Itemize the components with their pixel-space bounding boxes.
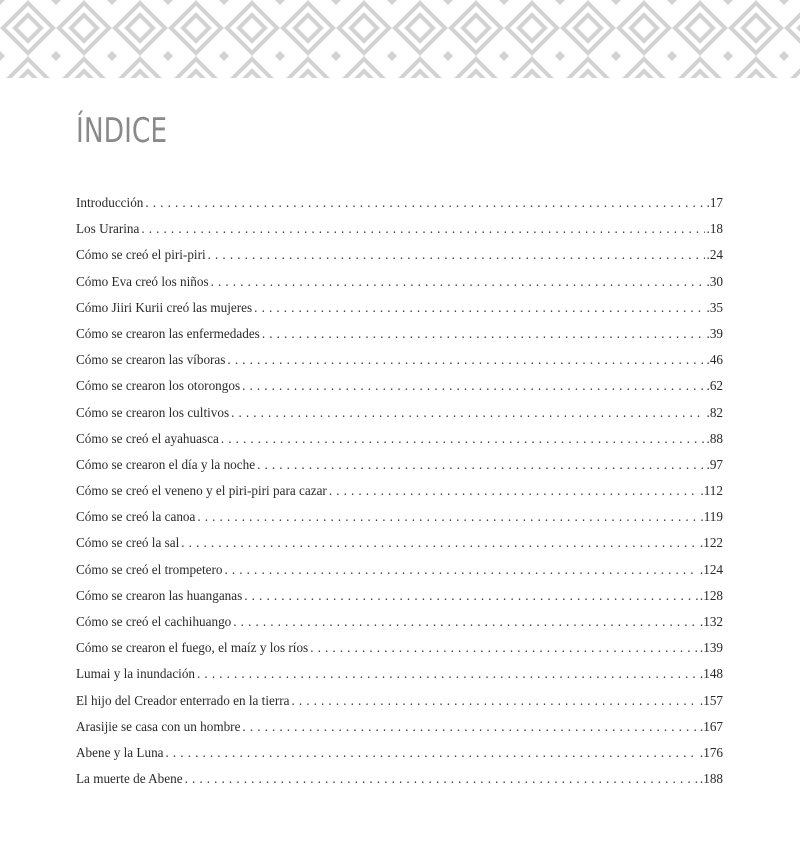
decorative-diamond-band [0,0,800,78]
toc-entry[interactable] [76,429,723,455]
toc-entry-page: .124 [699,561,723,577]
toc-entry-title: Cómo se creó el trompetero [76,561,223,577]
toc-entry[interactable] [76,219,723,245]
toc-dot-leader [257,455,704,475]
toc-dot-leader [166,743,698,763]
toc-entry-title: Cómo se crearon las víboras [76,352,226,368]
toc-entry[interactable] [76,769,723,795]
toc-entry[interactable] [76,272,723,298]
toc-entry[interactable] [76,324,723,350]
toc-dot-leader [197,664,698,684]
toc-entry-page: .139 [699,640,723,656]
toc-entry-title: Cómo se creó la canoa [76,509,196,525]
toc-entry-title: Los Urarina [76,221,140,237]
toc-entry[interactable] [76,376,723,402]
toc-entry[interactable] [76,560,723,586]
toc-dot-leader [244,586,698,606]
toc-entry-page: .24 [706,247,723,263]
toc-entry-title: Cómo se crearon el fuego, el maíz y los ríos [76,640,309,656]
toc-entry[interactable] [76,481,723,507]
toc-dot-leader [233,612,698,632]
toc-entry-title: Cómo Jiiri Kurii creó las mujeres [76,299,253,315]
toc-dot-leader [329,481,699,501]
toc-entry[interactable] [76,245,723,271]
toc-entry-title: Abene y la Luna [76,744,164,760]
toc-dot-leader [185,769,698,789]
toc-entry[interactable] [76,717,723,743]
toc-dot-leader [224,560,697,580]
toc-entry-page: .112 [700,483,723,499]
page-title: ÍNDICE [76,110,168,151]
toc-entry-page: .62 [706,378,723,394]
toc-entry-title: Cómo se creó el ayahuasca [76,430,219,446]
toc-entry-page: .18 [706,221,723,237]
toc-entry-title: Cómo se creó el cachihuango [76,614,232,629]
toc-entry-title: Lumai y la inundación [76,666,196,682]
toc-entry-title: Introducción [76,195,144,210]
toc-entry-title: Cómo se crearon los otorongos [76,378,241,394]
toc-entry-page: .188 [699,771,723,787]
toc-entry-title: El hijo del Creador enterrado en la tierra [76,692,290,708]
toc-dot-leader [141,219,704,239]
toc-entry[interactable] [76,507,723,533]
toc-entry-page: .17 [706,195,723,210]
toc-entry-page: .157 [699,692,723,708]
toc-entry-page: .132 [699,614,723,629]
toc-entry-title: Cómo se creó el veneno y el piri-piri para cazar [76,483,327,499]
toc-entry-page: .97 [706,456,723,472]
toc-dot-leader [208,245,705,265]
toc-entry[interactable] [76,350,723,376]
toc-dot-leader [211,272,705,292]
toc-entry[interactable] [76,743,723,769]
toc-entry-title: Cómo se crearon los cultivos [76,404,230,420]
toc-dot-leader [242,717,698,737]
toc-dot-leader [231,403,704,423]
toc-entry-title: Cómo se crearon el día y la noche [76,456,256,472]
toc-entry[interactable] [76,638,723,664]
diamond-pattern-icon [0,0,800,78]
toc-entry-title: Cómo se creó el piri-piri [76,247,206,263]
toc-entry-page: .119 [700,509,723,525]
toc-entry[interactable] [76,193,723,219]
toc-dot-leader [145,193,704,213]
toc-dot-leader [221,429,705,449]
toc-entry-title: Arasijie se casa con un hombre [76,718,241,734]
toc-entry-page: .128 [699,587,723,603]
toc-entry-page: .30 [706,273,723,289]
table-of-contents [76,193,723,795]
toc-entry-page: .35 [706,299,723,315]
toc-dot-leader [227,350,704,370]
toc-entry-title: La muerte de Abene [76,771,183,787]
toc-entry-page: .39 [706,325,723,341]
toc-entry-page: .167 [699,718,723,734]
toc-dot-leader [242,376,704,396]
toc-entry-page: .148 [699,666,723,682]
toc-entry-title: Cómo Eva creó los niños [76,273,209,289]
toc-entry-page: .82 [706,404,723,420]
toc-dot-leader [310,638,698,658]
toc-entry[interactable] [76,403,723,429]
toc-entry-title: Cómo se crearon las enfermedades [76,325,260,341]
toc-entry[interactable] [76,298,723,324]
toc-dot-leader [197,507,698,527]
toc-entry-page: .88 [706,430,723,446]
toc-entry-page: .46 [706,352,723,368]
toc-entry[interactable] [76,664,723,690]
toc-entry[interactable] [76,533,723,559]
toc-entry[interactable] [76,612,723,638]
toc-dot-leader [181,533,698,553]
toc-entry[interactable] [76,691,723,717]
toc-entry-page: .176 [699,744,723,760]
toc-entry-title: Cómo se crearon las huanganas [76,587,243,603]
toc-entry[interactable] [76,586,723,612]
toc-entry-title: Cómo se creó la sal [76,535,180,551]
toc-entry-page: .122 [699,535,723,551]
toc-dot-leader [254,298,704,318]
toc-dot-leader [262,324,705,344]
toc-entry[interactable] [76,455,723,481]
toc-dot-leader [291,691,697,711]
